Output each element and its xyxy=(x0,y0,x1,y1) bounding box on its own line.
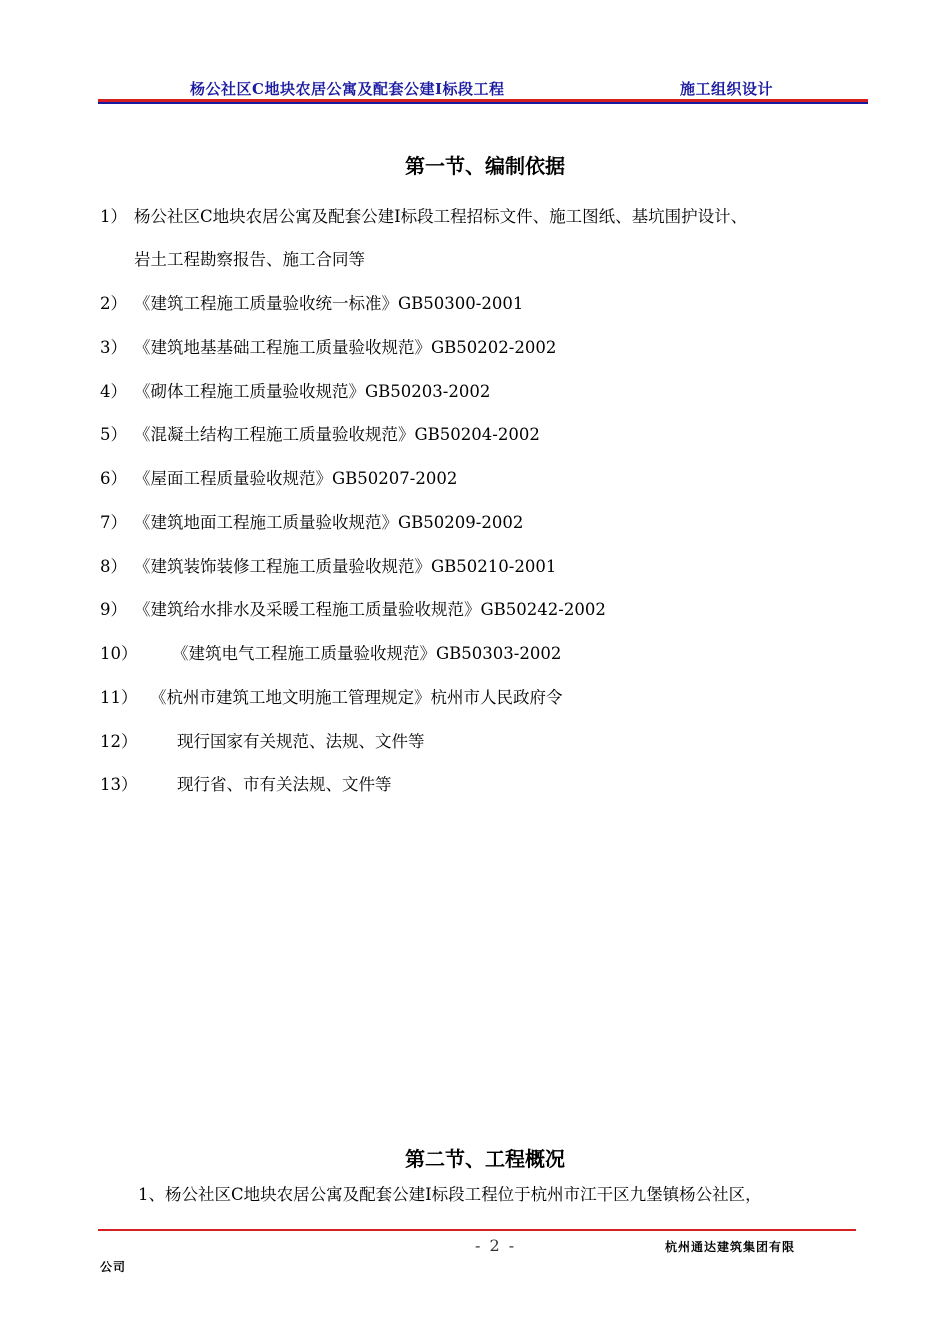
item-number: 5） xyxy=(100,425,127,444)
item-text: 《建筑工程施工质量验收统一标准》GB50300-2001 xyxy=(134,294,524,313)
item-text: 《建筑装饰装修工程施工质量验收规范》GB50210-2001 xyxy=(134,557,557,576)
item-number: 12） xyxy=(100,732,138,751)
item-number: 7） xyxy=(100,513,127,532)
section1-heading: 第一节、编制依据 xyxy=(405,154,565,178)
item-number: 8） xyxy=(100,557,127,576)
section2-heading: 第二节、工程概况 xyxy=(405,1147,565,1171)
footer-rule xyxy=(98,1229,856,1231)
header-doc-type: 施工组织设计 xyxy=(680,80,774,98)
page-number: - 2 - xyxy=(475,1236,517,1255)
item-text: 岩土工程勘察报告、施工合同等 xyxy=(134,250,365,269)
footer-company-wrap: 公司 xyxy=(100,1260,127,1274)
item-text: 《混凝土结构工程施工质量验收规范》GB50204-2002 xyxy=(134,425,540,444)
footer-company: 杭州通达建筑集团有限 xyxy=(665,1240,796,1254)
item-text: 《砌体工程施工质量验收规范》GB50203-2002 xyxy=(134,382,491,401)
overview-paragraph: 1、杨公社区C地块农居公寓及配套公建Ⅰ标段工程位于杭州市江干区九堡镇杨公社区， xyxy=(138,1185,762,1204)
item-number: 2） xyxy=(100,294,127,313)
item-number: 11） xyxy=(100,688,138,707)
item-text: 《建筑地基基础工程施工质量验收规范》GB50202-2002 xyxy=(134,338,557,357)
item-number: 13） xyxy=(100,775,138,794)
item-text: 《杭州市建筑工地文明施工管理规定》杭州市人民政府令 xyxy=(150,688,563,707)
item-number: 1） xyxy=(100,207,127,226)
item-text: 现行省、市有关法规、文件等 xyxy=(177,775,392,794)
header-title: 杨公社区C地块农居公寓及配套公建Ⅰ标段工程 xyxy=(190,80,505,98)
item-text: 《屋面工程质量验收规范》GB50207-2002 xyxy=(134,469,458,488)
item-number: 6） xyxy=(100,469,127,488)
item-text: 《建筑电气工程施工质量验收规范》GB50303-2002 xyxy=(172,644,562,663)
item-text: 《建筑给水排水及采暖工程施工质量验收规范》GB50242-2002 xyxy=(134,600,606,619)
item-text: 杨公社区C地块农居公寓及配套公建Ⅰ标段工程招标文件、施工图纸、基坑围护设计、 xyxy=(134,207,748,226)
item-number: 10） xyxy=(100,644,138,663)
item-text: 现行国家有关规范、法规、文件等 xyxy=(177,732,425,751)
item-text: 《建筑地面工程施工质量验收规范》GB50209-2002 xyxy=(134,513,524,532)
header-rule-blue xyxy=(98,102,868,104)
item-number: 9） xyxy=(100,600,127,619)
item-number: 3） xyxy=(100,338,127,357)
item-number: 4） xyxy=(100,382,127,401)
